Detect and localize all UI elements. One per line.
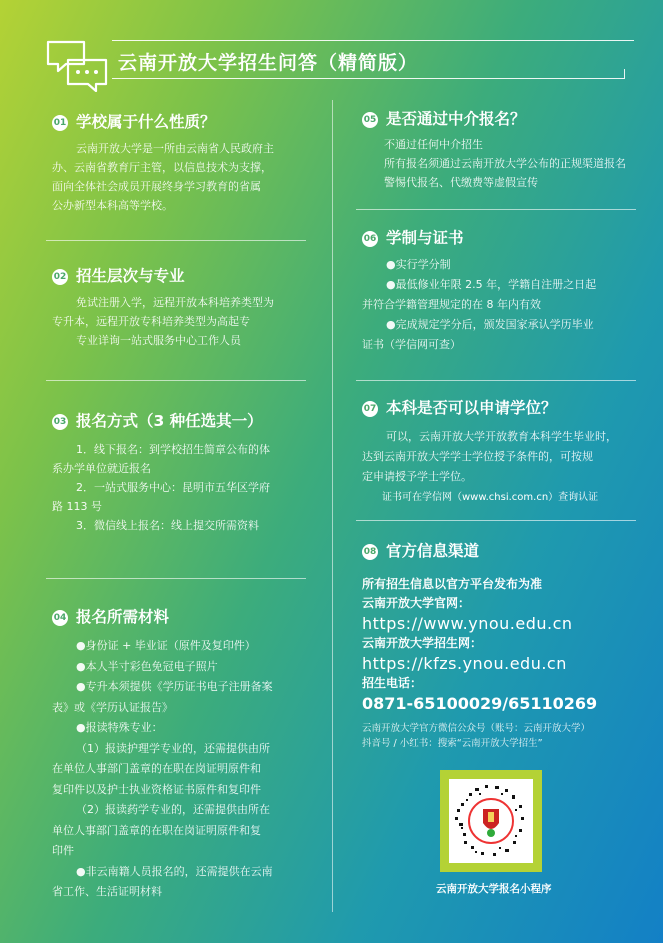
section-divider (356, 520, 636, 521)
official-site-label: 云南开放大学官网： (362, 596, 471, 610)
qr-caption: 云南开放大学报名小程序 (436, 883, 552, 895)
section-number-badge: 06 (362, 231, 378, 247)
section-body: 云南开放大学是一所由云南省人民政府主 办、云南省教育厅主管，以信息技术为支撑， 面向全体社会成员开展终身学习教育的省属 公办新型本科高等学校。 (52, 142, 274, 212)
section-heading: 04 报名所需材料 (53, 608, 170, 626)
section-divider (46, 380, 306, 381)
title-top-rule (112, 40, 634, 41)
section-heading: 01 学校属于什么性质？ (53, 113, 216, 131)
section-required-materials (52, 606, 322, 903)
column-divider (332, 100, 333, 912)
title-rule-tick (624, 69, 625, 79)
mini-program-qr-code[interactable] (449, 779, 533, 863)
section-body: 免试注册入学，远程开放本科培养类型为 专升本，远程开放专科培养类型为高起专 专业详询一站式服务中心工作人员 (52, 296, 274, 347)
phone-label: 招生电话： (362, 676, 423, 690)
section-body: 1．线下报名：到学校招生简章公布的体 系办学单位就近报名 2．一站式服务中心：昆明市五华区学府 路 113 号 3．微信线上报名：线上提交所需资料 (52, 443, 270, 532)
admissions-phone[interactable]: 0871-65100029/65110269 (362, 694, 598, 713)
section-body: ●实行学分制 ●最低修业年限 2.5 年，学籍自注册之日起 并符合学籍管理规定的在 8 年内有效 ●完成规定学分后，颁发国家承认学历毕业 证书（学信网可查） (362, 258, 597, 351)
page-title: 云南开放大学招生问答（精简版） (118, 52, 419, 74)
section-heading: 08 官方信息渠道 (363, 542, 480, 560)
section-number-badge: 03 (52, 414, 68, 430)
section-heading: 07 本科是否可以申请学位？ (363, 399, 557, 417)
section-body: 不通过任何中介招生 所有报名须通过云南开放大学公布的正规渠道报名 警惕代报名、代缴费等虚假宣传 (384, 138, 626, 189)
section-official-channels (362, 540, 652, 751)
chat-bubbles-icon (44, 40, 110, 92)
section-divider (46, 578, 306, 579)
section-school-nature (52, 111, 322, 215)
section-number-badge: 07 (362, 401, 378, 417)
title-bottom-rule (112, 78, 624, 79)
section-levels-majors (52, 265, 322, 350)
official-intro: 所有招生信息以官方平台发布为准 (362, 577, 543, 591)
section-body: ●身份证 + 毕业证（原件及复印件） ●本人半寸彩色免冠电子照片 ●专升本须提供《学历证书电子注册备案 表》或《学历认证报告》 ●报读特殊专业： （1）报读护理学专业的，还需提供由所 在单位人事部门盖章的在职在岗证明原件和 复印件以及护士执业资格证书原件和复印件 （2）报读药学专业的，还需提供由所在 单位人事部门盖章的在职在岗证明原件和复 印件 ●非云南籍人员报名的，还需提供在云南 省工作、生活证明材料 (52, 639, 273, 898)
section-heading: 03 报名方式（3 种任选其一） (53, 412, 263, 430)
section-duration-certificate (362, 227, 652, 355)
section-heading: 06 学制与证书 (363, 229, 464, 247)
admissions-site-label: 云南开放大学招生网： (362, 636, 483, 650)
qr-code-icon (449, 779, 533, 863)
section-body: 可以，云南开放大学开放教育本科学生毕业时， 达到云南开放大学学士学位授予条件的，可按规 定申请授予学士学位。 (362, 430, 617, 483)
official-site-link[interactable]: https://www.ynou.edu.cn (362, 614, 573, 633)
douyin-search-note: 抖音号 / 小红书：搜索“云南开放大学招生” (362, 738, 543, 749)
admissions-site-link[interactable]: https://kfzs.ynou.edu.cn (362, 654, 567, 673)
section-number-badge: 08 (362, 544, 378, 560)
section-number-badge: 05 (362, 112, 378, 128)
wechat-account-note: 云南开放大学官方微信公众号（账号：云南开放大学） (362, 723, 591, 734)
section-number-badge: 02 (52, 269, 68, 285)
section-divider (356, 380, 636, 381)
degree-verification-note: 证书可在学信网（www.chsi.com.cn）查询认证 (382, 492, 599, 503)
section-heading: 02 招生层次与专业 (53, 267, 185, 285)
section-divider (356, 209, 636, 210)
section-number-badge: 01 (52, 115, 68, 131)
section-agents (362, 108, 652, 192)
section-registration-methods (52, 410, 322, 535)
section-heading: 05 是否通过中介报名？ (363, 110, 526, 128)
section-degree (362, 397, 652, 507)
section-number-badge: 04 (52, 610, 68, 626)
section-divider (46, 240, 306, 241)
